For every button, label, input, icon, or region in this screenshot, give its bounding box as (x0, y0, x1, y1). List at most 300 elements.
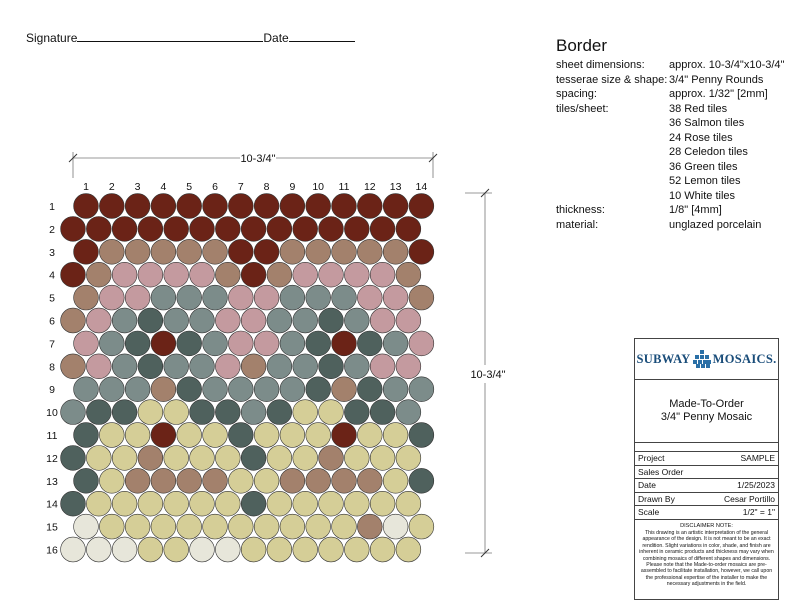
penny-tile-celedon (112, 308, 137, 333)
penny-tile-salmon (138, 446, 163, 471)
penny-tile-lemon (319, 400, 344, 425)
signature-label: Signature (26, 31, 78, 45)
penny-tile-lemon (357, 423, 382, 448)
penny-tile-green (306, 377, 331, 402)
penny-tile-lemon (306, 423, 331, 448)
penny-tile-lemon (164, 446, 189, 471)
penny-tile-red (396, 217, 421, 242)
penny-tile-lemon (267, 446, 292, 471)
penny-tile-celedon (203, 331, 228, 356)
date-label: Date (263, 31, 289, 45)
penny-tile-lemon (332, 514, 357, 539)
penny-tile-lemon (293, 537, 318, 562)
penny-tile-green (74, 468, 99, 493)
penny-tile-rose (383, 285, 408, 310)
penny-tile-salmon (306, 468, 331, 493)
penny-tile-red (190, 217, 215, 242)
penny-tile-lemon (254, 514, 279, 539)
penny-tile-red (344, 217, 369, 242)
penny-tile-red (267, 217, 292, 242)
penny-tile-green (215, 400, 240, 425)
penny-tile-red (99, 194, 124, 219)
penny-tile-lemon (383, 423, 408, 448)
penny-tile-lemon (254, 423, 279, 448)
penny-tile-lemon (112, 491, 137, 516)
logo-dots-icon (693, 350, 711, 368)
penny-tile-celedon (74, 377, 99, 402)
penny-tile-red (151, 423, 176, 448)
penny-tile-rose (344, 262, 369, 287)
penny-tile-lemon (370, 537, 395, 562)
penny-tile-salmon (86, 262, 111, 287)
spec-value: 28 Celedon tiles (669, 146, 748, 158)
disclaimer-title: DISCLAIMER NOTE: (680, 522, 733, 529)
penny-tile-red (74, 239, 99, 264)
penny-tile-red (293, 217, 318, 242)
penny-tile-rose (370, 262, 395, 287)
penny-tile-rose (319, 262, 344, 287)
row-label: 13 (46, 475, 58, 488)
penny-tile-salmon (125, 239, 150, 264)
penny-tile-rose (86, 308, 111, 333)
penny-tile-celedon (306, 285, 331, 310)
penny-tile-white (61, 537, 86, 562)
row-label: 8 (49, 361, 55, 374)
penny-tile-lemon (125, 514, 150, 539)
column-label: 8 (263, 181, 270, 193)
penny-tile-rose (409, 331, 434, 356)
penny-tile-celedon (164, 308, 189, 333)
penny-tile-red (254, 239, 279, 264)
penny-tile-lemon (99, 423, 124, 448)
penny-tile-rose (228, 331, 253, 356)
penny-tile-celedon (344, 354, 369, 379)
field-value: 1/25/2023 (737, 480, 775, 491)
penny-tile-salmon (151, 377, 176, 402)
penny-tile-white (86, 537, 111, 562)
penny-tile-red (215, 217, 240, 242)
penny-tile-celedon (241, 400, 266, 425)
penny-tile-rose (99, 285, 124, 310)
penny-tile-red (357, 194, 382, 219)
penny-tile-salmon (203, 239, 228, 264)
logo-right-text: MOSAICS. (712, 351, 777, 366)
field-label: Sales Order (638, 466, 684, 477)
penny-tile-lemon (319, 537, 344, 562)
penny-tile-salmon (396, 262, 421, 287)
penny-tile-rose (190, 262, 215, 287)
penny-tile-green (344, 400, 369, 425)
spec-value: 36 Green tiles (669, 160, 738, 173)
penny-tile-celedon (190, 308, 215, 333)
product-name: 3/4" Penny Mosaic (660, 411, 753, 423)
penny-tile-celedon (164, 354, 189, 379)
penny-tile-salmon (357, 514, 382, 539)
penny-tile-celedon (383, 331, 408, 356)
penny-tile-rose (370, 354, 395, 379)
penny-tile-green (319, 308, 344, 333)
penny-tile-lemon (396, 537, 421, 562)
penny-tile-red (74, 194, 99, 219)
penny-tile-salmon (151, 468, 176, 493)
penny-tile-green (409, 468, 434, 493)
penny-tile-lemon (177, 423, 202, 448)
penny-tile-lemon (203, 514, 228, 539)
penny-tile-salmon (332, 239, 357, 264)
penny-tile-rose (254, 331, 279, 356)
penny-tile-red (151, 331, 176, 356)
title-block-fields (635, 452, 778, 520)
column-label: 5 (186, 181, 193, 193)
penny-tile-salmon (151, 239, 176, 264)
penny-tile-lemon (138, 491, 163, 516)
title-block-row (635, 493, 778, 507)
spec-value: 1/8" [4mm] (669, 204, 722, 216)
penny-tile-red (61, 217, 86, 242)
penny-tile-lemon (164, 491, 189, 516)
penny-tile-green (112, 400, 137, 425)
column-label: 11 (338, 181, 350, 193)
penny-tile-lemon (228, 514, 253, 539)
penny-tile-celedon (190, 354, 215, 379)
height-dimension-label: 10-3/4" (470, 369, 506, 381)
penny-tile-celedon (61, 400, 86, 425)
penny-tile-rose (215, 308, 240, 333)
penny-tile-celedon (396, 400, 421, 425)
product-heading (635, 380, 778, 443)
penny-tile-red (86, 217, 111, 242)
row-label: 9 (49, 384, 55, 397)
field-label: Project (638, 453, 665, 464)
penny-tile-celedon (125, 377, 150, 402)
spec-value: 3/4" Penny Rounds (669, 73, 764, 86)
penny-tile-rose (228, 285, 253, 310)
penny-tile-celedon (112, 354, 137, 379)
spec-value: unglazed porcelain (669, 218, 762, 231)
spec-value: 36 Salmon tiles (669, 117, 745, 129)
penny-tile-lemon (383, 468, 408, 493)
penny-tile-red (409, 239, 434, 264)
row-label: 3 (49, 246, 55, 259)
column-label: 14 (415, 181, 428, 193)
penny-tile-celedon (99, 377, 124, 402)
penny-tile-rose (138, 262, 163, 287)
column-label: 13 (389, 181, 402, 193)
penny-tile-celedon (99, 331, 124, 356)
column-label: 9 (289, 181, 296, 193)
penny-tile-lemon (344, 446, 369, 471)
spec-key: spacing: (556, 88, 597, 100)
penny-tile-lemon (267, 491, 292, 516)
column-label: 4 (160, 181, 167, 193)
penny-tile-lemon (293, 400, 318, 425)
spec-value: approx. 1/32" [2mm] (669, 88, 768, 100)
penny-tile-celedon (293, 354, 318, 379)
penny-tile-lemon (203, 423, 228, 448)
penny-tile-red (332, 194, 357, 219)
penny-tile-red (177, 194, 202, 219)
penny-tile-celedon (280, 331, 305, 356)
penny-tile-red (332, 331, 357, 356)
penny-tile-green (306, 331, 331, 356)
row-label: 16 (46, 544, 58, 557)
penny-tile-lemon (267, 537, 292, 562)
penny-tile-green (357, 377, 382, 402)
penny-tile-lemon (396, 491, 421, 516)
border-title: Border (556, 36, 608, 55)
field-value: 1/2" = 1" (742, 507, 775, 518)
penny-tile-celedon (332, 285, 357, 310)
penny-tile-green (370, 400, 395, 425)
column-label: 7 (237, 181, 244, 193)
penny-tile-salmon (215, 262, 240, 287)
field-label: Scale (638, 507, 660, 518)
penny-tile-rose (396, 354, 421, 379)
row-label: 14 (46, 498, 58, 511)
company-logo (635, 339, 778, 380)
penny-tile-lemon (164, 537, 189, 562)
penny-tile-red (409, 194, 434, 219)
penny-tile-lemon (177, 514, 202, 539)
row-label: 4 (49, 269, 55, 282)
penny-tile-lemon (344, 491, 369, 516)
penny-tile-white (383, 514, 408, 539)
penny-tile-lemon (138, 537, 163, 562)
penny-tile-salmon (383, 239, 408, 264)
penny-tile-white (215, 537, 240, 562)
field-label: Date (638, 480, 656, 491)
spec-key: thickness: (556, 204, 605, 216)
column-label: 2 (108, 181, 115, 193)
penny-tile-salmon (177, 239, 202, 264)
disclaimer-text: This drawing is an artistic interpretation of the general appearance of the design. It is not meant to be an exact rendition. Slight variations in color, shade, and finish are inherent in ceramic products and thickness may vary when combining mosaics of different shapes and dimensions. Please note that the Made-to-order mosaics are pre-assembled to facilitate installation, however, we call upon the professional expertise of the installer to make the necessary adjustments in the field. (639, 529, 774, 588)
disclaimer (635, 520, 778, 591)
penny-tile-green (61, 491, 86, 516)
penny-tile-lemon (99, 468, 124, 493)
penny-tile-lemon (190, 446, 215, 471)
penny-tile-lemon (409, 514, 434, 539)
penny-tile-red (241, 262, 266, 287)
penny-tile-salmon (99, 239, 124, 264)
field-value: Cesar Portillo (723, 493, 775, 504)
penny-tile-celedon (228, 377, 253, 402)
penny-tile-green (61, 446, 86, 471)
penny-tile-salmon (357, 468, 382, 493)
row-label: 6 (49, 315, 55, 328)
row-label: 10 (46, 407, 58, 420)
column-label: 10 (312, 181, 325, 193)
penny-tile-salmon (306, 239, 331, 264)
penny-tile-salmon (267, 262, 292, 287)
penny-tile-red (383, 194, 408, 219)
penny-tile-red (138, 217, 163, 242)
penny-tile-lemon (280, 514, 305, 539)
spec-value: 38 Red tiles (669, 102, 728, 115)
penny-tile-lemon (228, 468, 253, 493)
penny-tile-red (228, 239, 253, 264)
spec-key: tesserae size & shape: (556, 73, 668, 86)
spec-value: 52 Lemon tiles (669, 175, 741, 187)
penny-tile-red (151, 194, 176, 219)
penny-tile-lemon (370, 446, 395, 471)
penny-tile-rose (86, 354, 111, 379)
penny-tile-lemon (86, 491, 111, 516)
made-to-order-label: Made-To-Order (669, 398, 744, 410)
penny-tile-celedon (203, 285, 228, 310)
penny-tile-lemon (164, 400, 189, 425)
penny-tile-rose (241, 308, 266, 333)
penny-tile-white (190, 537, 215, 562)
row-label: 11 (46, 430, 58, 442)
row-label: 15 (46, 521, 58, 534)
field-value: SAMPLE (740, 453, 775, 464)
penny-tile-lemon (293, 446, 318, 471)
penny-tile-green (177, 377, 202, 402)
penny-tile-red (228, 194, 253, 219)
title-block-row (635, 452, 778, 466)
column-label: 1 (83, 181, 89, 193)
penny-tile-white (112, 537, 137, 562)
penny-tile-celedon (254, 377, 279, 402)
title-block-row (635, 466, 778, 480)
penny-tile-red (61, 262, 86, 287)
penny-tile-lemon (99, 514, 124, 539)
penny-tile-salmon (74, 285, 99, 310)
penny-tile-celedon (409, 377, 434, 402)
penny-tile-green (319, 354, 344, 379)
penny-tile-lemon (112, 446, 137, 471)
row-label: 1 (49, 201, 55, 213)
penny-tile-rose (125, 285, 150, 310)
penny-tile-white (74, 514, 99, 539)
penny-tile-green (267, 400, 292, 425)
row-label: 12 (46, 452, 58, 465)
penny-tile-salmon (357, 239, 382, 264)
penny-tile-salmon (280, 468, 305, 493)
penny-tile-lemon (396, 446, 421, 471)
logo-left-text: SUBWAY (636, 351, 691, 366)
penny-tile-rose (357, 285, 382, 310)
width-dimension-label: 10-3/4" (240, 153, 276, 165)
penny-tile-celedon (383, 377, 408, 402)
penny-tile-rose (396, 308, 421, 333)
penny-tile-red (254, 194, 279, 219)
penny-tile-salmon (125, 468, 150, 493)
penny-tile-lemon (138, 400, 163, 425)
penny-tile-lemon (293, 491, 318, 516)
penny-tile-salmon (332, 468, 357, 493)
penny-tile-green (241, 446, 266, 471)
penny-tile-green (241, 491, 266, 516)
penny-tile-lemon (215, 491, 240, 516)
penny-tile-lemon (125, 423, 150, 448)
penny-tile-celedon (280, 285, 305, 310)
penny-tile-rose (74, 331, 99, 356)
penny-tile-salmon (280, 239, 305, 264)
penny-tile-lemon (190, 491, 215, 516)
penny-tile-rose (112, 262, 137, 287)
penny-tile-green (177, 331, 202, 356)
penny-tile-celedon (203, 377, 228, 402)
penny-tile-rose (254, 285, 279, 310)
penny-tile-green (357, 331, 382, 356)
penny-tile-green (190, 400, 215, 425)
penny-tile-celedon (280, 377, 305, 402)
penny-tile-green (125, 331, 150, 356)
penny-tile-lemon (344, 537, 369, 562)
penny-tile-lemon (319, 491, 344, 516)
column-label: 12 (363, 181, 376, 193)
penny-tile-salmon (61, 308, 86, 333)
penny-tile-salmon (409, 285, 434, 310)
penny-tile-green (138, 308, 163, 333)
penny-tile-red (370, 217, 395, 242)
penny-tile-red (241, 217, 266, 242)
penny-tile-lemon (370, 491, 395, 516)
penny-tile-red (280, 194, 305, 219)
penny-tile-celedon (293, 308, 318, 333)
column-label: 6 (212, 181, 218, 193)
row-label: 7 (49, 338, 55, 351)
field-label: Drawn By (638, 493, 675, 504)
penny-tile-lemon (151, 514, 176, 539)
penny-tile-red (112, 217, 137, 242)
title-block-row (635, 479, 778, 493)
penny-tile-salmon (332, 377, 357, 402)
penny-tile-celedon (151, 285, 176, 310)
penny-tile-lemon (215, 446, 240, 471)
penny-tile-red (306, 194, 331, 219)
penny-tile-lemon (306, 514, 331, 539)
spec-key: tiles/sheet: (556, 102, 609, 115)
penny-tile-red (203, 194, 228, 219)
penny-tile-rose (164, 262, 189, 287)
penny-tile-rose (215, 354, 240, 379)
penny-tile-lemon (254, 468, 279, 493)
title-block-row (635, 506, 778, 520)
penny-tile-lemon (280, 423, 305, 448)
penny-tile-rose (293, 262, 318, 287)
penny-tile-salmon (177, 468, 202, 493)
penny-tile-celedon (267, 308, 292, 333)
penny-tile-salmon (241, 354, 266, 379)
penny-tile-green (74, 423, 99, 448)
spec-key: sheet dimensions: (556, 59, 645, 71)
title-block (634, 338, 779, 600)
row-label: 2 (49, 223, 55, 236)
penny-tile-green (228, 423, 253, 448)
spec-value: 10 White tiles (669, 189, 736, 202)
penny-tile-green (86, 400, 111, 425)
penny-tile-salmon (61, 354, 86, 379)
spec-value: approx. 10-3/4"x10-3/4" (669, 59, 785, 71)
penny-tile-red (125, 194, 150, 219)
penny-tile-celedon (177, 285, 202, 310)
penny-tile-salmon (319, 446, 344, 471)
penny-tile-green (138, 354, 163, 379)
penny-tile-celedon (344, 308, 369, 333)
penny-tile-red (332, 423, 357, 448)
penny-tile-red (319, 217, 344, 242)
penny-tile-green (409, 423, 434, 448)
penny-tile-red (164, 217, 189, 242)
penny-tile-celedon (267, 354, 292, 379)
penny-tile-salmon (203, 468, 228, 493)
penny-tile-rose (370, 308, 395, 333)
spec-key: material: (556, 218, 599, 231)
penny-tile-lemon (86, 446, 111, 471)
column-label: 3 (134, 181, 141, 193)
